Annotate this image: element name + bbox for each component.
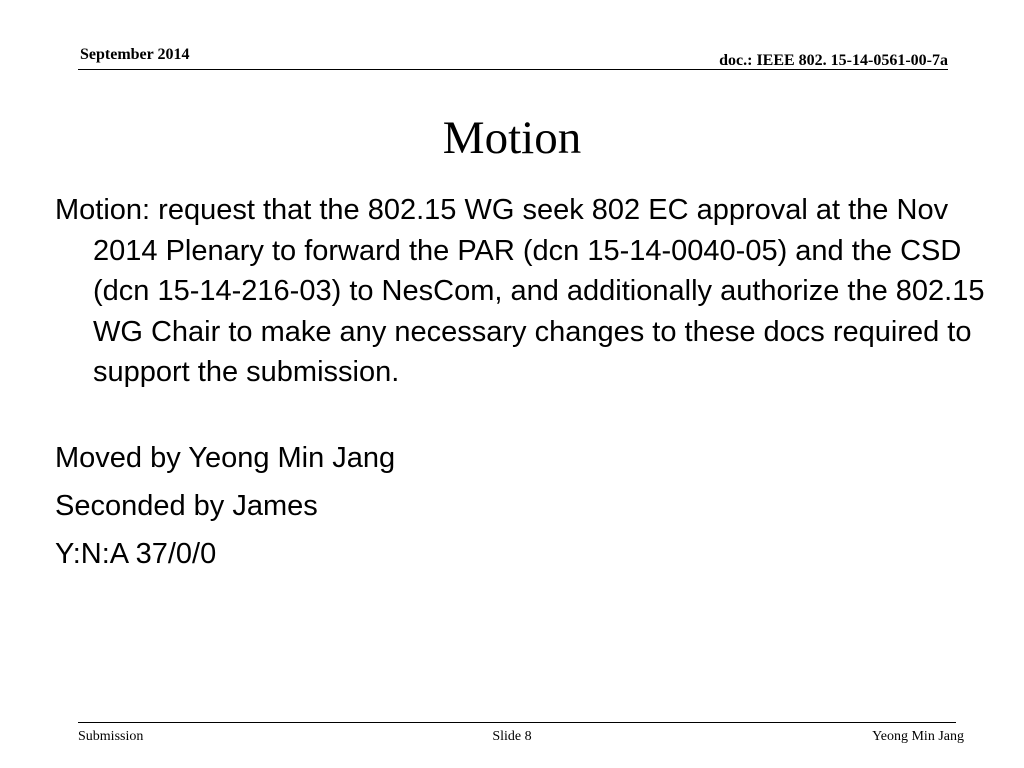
header-doc-id: doc.: IEEE 802. 15-14-0561-00-7a <box>719 52 948 69</box>
footer-author: Yeong Min Jang <box>872 729 964 744</box>
footer-divider <box>78 722 956 723</box>
vote-result: Y:N:A 37/0/0 <box>55 537 217 570</box>
header-date: September 2014 <box>80 46 190 63</box>
slide-title: Motion <box>442 112 582 164</box>
header-divider <box>78 69 948 70</box>
seconded-by: Seconded by James <box>55 489 318 522</box>
paragraph-spacer <box>55 393 990 434</box>
slide-body <box>55 190 990 578</box>
motion-text: Motion: request that the 802.15 WG seek 802 EC approval at the Nov 2014 Plenary to forward the PAR (dcn 15-14-0040-05) and the CSD (dcn 15-14-216-03) to NesCom, and additionally authorize the 802.15 WG Chair to make any necessary changes to these docs required to support the submission. <box>55 194 985 388</box>
footer-submission: Submission <box>78 729 144 744</box>
footer-slide-number: Slide 8 <box>492 729 532 744</box>
moved-by: Moved by Yeong Min Jang <box>55 441 396 474</box>
